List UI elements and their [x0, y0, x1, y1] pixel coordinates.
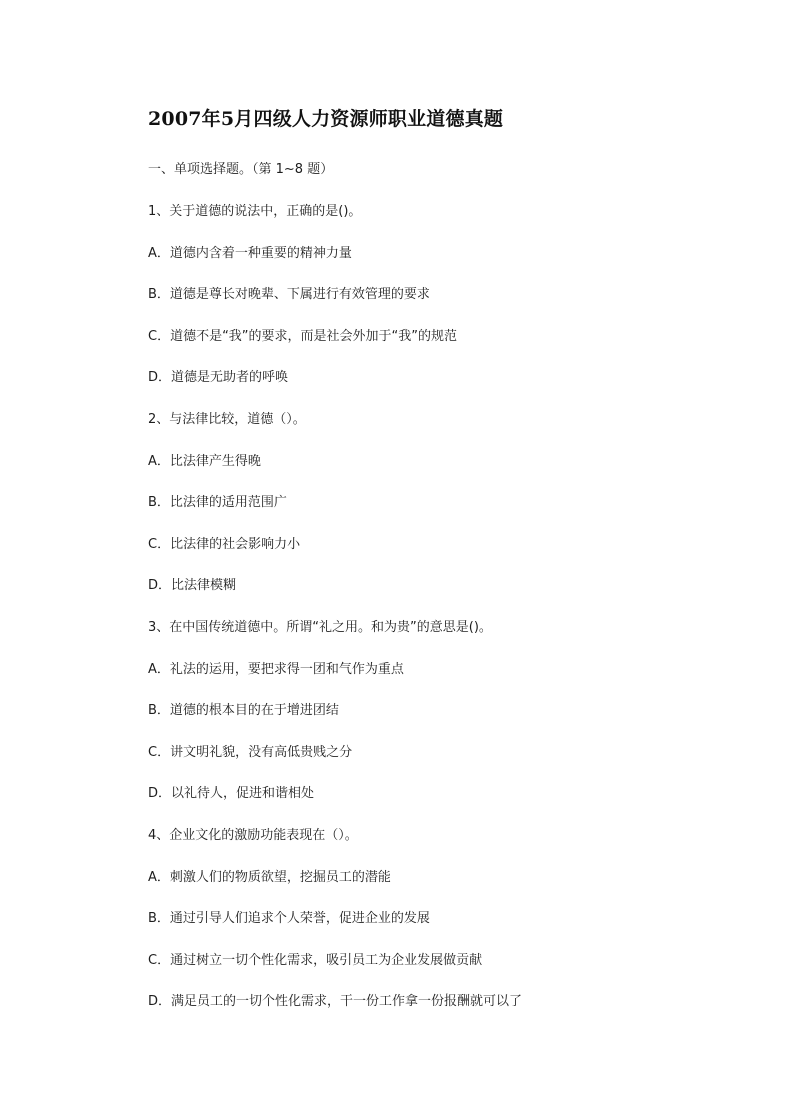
question-2-option-c: C．比法律的社会影响力小 [148, 537, 301, 552]
question-4-option-c: C．通过树立一切个性化需求，吸引员工为企业发展做贡献 [148, 953, 483, 968]
question-3-option-a: A．礼法的运用，要把求得一团和气作为重点 [148, 662, 404, 677]
question-1-option-b: B．道德是尊长对晚辈、下属进行有效管理的要求 [148, 287, 430, 302]
question-1-option-a: A．道德内含着一种重要的精神力量 [148, 246, 352, 261]
question-2-option-b: B．比法律的适用范围广 [148, 495, 287, 510]
question-1-stem: 1、关于道德的说法中，正确的是()。 [148, 204, 362, 219]
section-header: 一、单项选择题。（第 1~8 题） [148, 162, 334, 177]
question-4-option-d: D．满足员工的一切个性化需求，干一份工作拿一份报酬就可以了 [148, 994, 523, 1009]
question-1-option-d: D．道德是无助者的呼唤 [148, 370, 289, 385]
question-4-stem: 4、企业文化的激励功能表现在（）。 [148, 828, 358, 843]
question-3-option-b: B．道德的根本目的在于增进团结 [148, 703, 339, 718]
question-3-stem: 3、在中国传统道德中。所谓“礼之用。和为贵”的意思是()。 [148, 620, 492, 635]
question-4-option-a: A．刺激人们的物质欲望，挖掘员工的潜能 [148, 870, 391, 885]
question-3-option-c: C．讲文明礼貌，没有高低贵贱之分 [148, 745, 353, 760]
question-2-stem: 2、与法律比较，道德（）。 [148, 412, 306, 427]
document-title: 2007年5月四级人力资源师职业道德真题 [148, 108, 504, 130]
question-3-option-d: D．以礼待人，促进和谐相处 [148, 786, 315, 801]
question-2-option-d: D．比法律模糊 [148, 578, 237, 593]
question-4-option-b: B．通过引导人们追求个人荣誉，促进企业的发展 [148, 911, 430, 926]
question-2-option-a: A．比法律产生得晚 [148, 454, 261, 469]
question-1-option-c: C．道德不是“我”的要求，而是社会外加于“我”的规范 [148, 329, 458, 344]
